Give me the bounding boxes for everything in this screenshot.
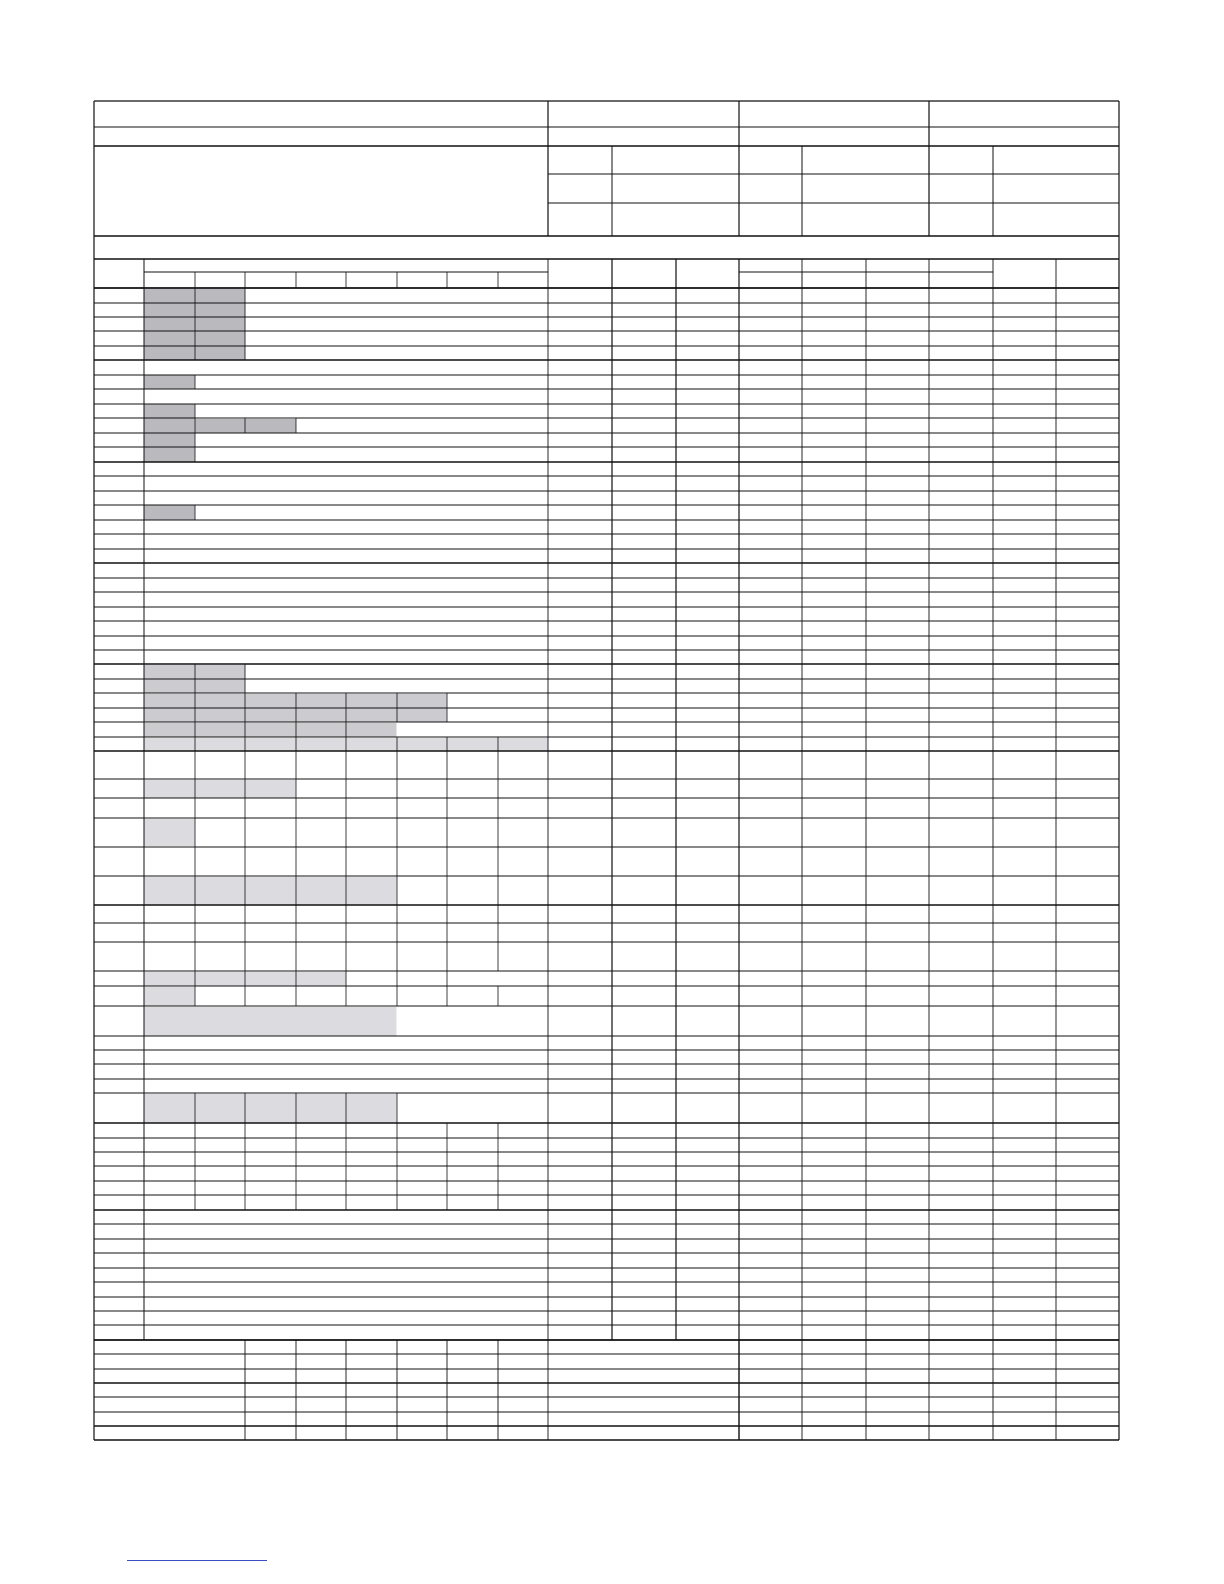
shaded-cell [145, 972, 347, 986]
shaded-cell [145, 1007, 397, 1036]
shaded-cell [145, 405, 195, 463]
grid-lines [94, 101, 1119, 1440]
shaded-cell [145, 723, 397, 737]
shaded-cell [145, 819, 195, 846]
shaded-cell [195, 419, 296, 433]
shaded-cell [145, 987, 195, 1006]
footer-link-underline[interactable] [127, 1548, 267, 1561]
shaded-cell [145, 506, 195, 520]
shaded-cell [145, 376, 195, 390]
shaded-cell [145, 877, 397, 905]
shaded-cell [145, 780, 296, 798]
shaded-cell [145, 1094, 397, 1123]
